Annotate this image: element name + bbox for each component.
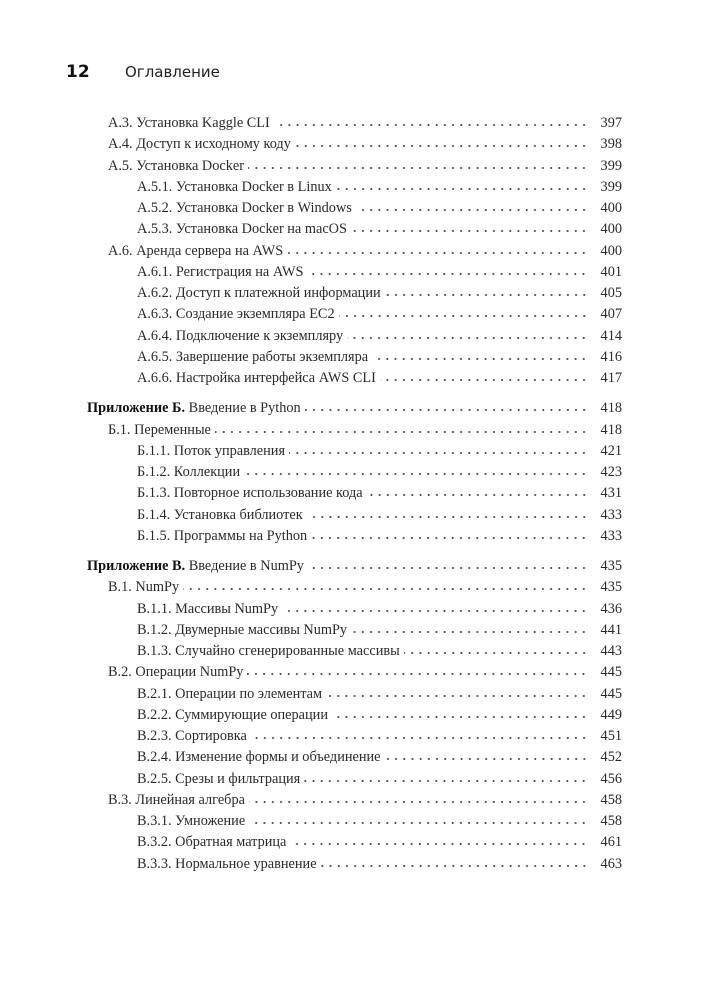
entry-title <box>137 262 307 283</box>
entry-title <box>137 505 307 526</box>
entry-page: 458 <box>600 813 622 829</box>
dot-leader <box>351 229 588 233</box>
dot-leader <box>289 451 588 455</box>
entry-title <box>137 641 404 662</box>
entry-title <box>137 177 336 198</box>
page-number: 12 <box>66 62 90 82</box>
entry-title <box>137 599 282 620</box>
entry-page: 452 <box>600 749 622 766</box>
entry-title <box>108 420 215 441</box>
dot-leader <box>249 800 588 804</box>
entry-label: А.5.3. Установка Docker на macOS <box>137 221 347 238</box>
dot-leader <box>244 472 588 476</box>
entry-page: 436 <box>600 600 622 617</box>
toc-group <box>0 113 708 389</box>
dot-leader <box>339 314 588 318</box>
toc-entry[interactable] <box>0 811 708 832</box>
entry-page: 400 <box>600 242 622 259</box>
dot-leader <box>287 251 588 255</box>
entry-label: В.3.2. Обратная матрица <box>137 834 287 851</box>
entry-page: 456 <box>600 770 622 787</box>
entry-label: А.6.2. Доступ к платежной информации <box>137 285 381 301</box>
entry-title <box>137 462 244 483</box>
entry-label: В.2.3. Сортировка <box>137 728 247 744</box>
toc-entry[interactable] <box>0 854 708 875</box>
entry-label: В.3.3. Нормальное уравнение <box>137 855 317 872</box>
table-of-contents <box>0 113 708 884</box>
entry-page: 441 <box>600 621 622 638</box>
entry-title <box>137 219 351 240</box>
dot-leader <box>372 357 588 361</box>
toc-entry[interactable] <box>0 769 708 790</box>
entry-title <box>137 198 356 219</box>
entry-page: 443 <box>600 643 622 659</box>
entry-page: 458 <box>600 791 622 808</box>
entry-label: В.1.1. Массивы NumPy <box>137 600 279 617</box>
entry-label: Введение в Python <box>188 400 301 417</box>
entry-page: 397 <box>600 115 622 131</box>
appendix-label: Приложение Б. <box>87 400 186 417</box>
entry-label: А.5.1. Установка Docker в Linux <box>137 178 332 195</box>
dot-leader <box>249 821 588 825</box>
entry-page: 461 <box>600 834 622 851</box>
running-title: Оглавление <box>125 63 220 81</box>
dot-leader <box>251 736 588 740</box>
entry-label: А.6.6. Настройка интерфейса AWS CLI <box>137 370 376 386</box>
toc-entry[interactable] <box>0 462 708 483</box>
entry-page: 398 <box>600 136 622 153</box>
entry-label: Б.1.2. Коллекции <box>137 464 241 480</box>
toc-entry[interactable] <box>0 790 708 811</box>
entry-label: Б.1.1. Поток управления <box>137 442 286 459</box>
entry-title <box>108 241 287 262</box>
dot-leader <box>215 430 588 434</box>
entry-label: А.3. Установка Kaggle CLI <box>108 115 270 131</box>
entry-label: В.1. NumPy <box>108 579 180 596</box>
entry-page: 449 <box>600 706 622 723</box>
dot-leader <box>347 336 588 340</box>
toc-entry[interactable] <box>0 641 708 662</box>
entry-label: В.2.5. Срезы и фильтрация <box>137 770 301 787</box>
entry-title <box>137 441 289 462</box>
entry-page: 416 <box>600 348 622 365</box>
entry-page: 405 <box>600 285 622 301</box>
entry-label: Б.1.3. Повторное использование кода <box>137 485 363 502</box>
toc-entry[interactable] <box>0 505 708 526</box>
entry-title <box>87 398 305 419</box>
dot-leader <box>183 587 588 591</box>
entry-page: 451 <box>600 728 622 744</box>
dot-leader <box>248 166 588 170</box>
entry-page: 407 <box>600 306 622 323</box>
entry-title <box>137 811 249 832</box>
entry-label: В.3. Линейная алгебра <box>108 791 245 808</box>
toc-entry[interactable] <box>0 347 708 368</box>
entry-title <box>108 156 248 177</box>
dot-leader <box>380 378 588 382</box>
entry-page: 435 <box>600 579 622 596</box>
toc-entry[interactable] <box>0 684 708 705</box>
entry-title <box>137 854 321 875</box>
entry-label: А.6.5. Завершение работы экземпляра <box>137 348 369 365</box>
toc-entry[interactable] <box>0 283 708 304</box>
entry-page: 399 <box>600 178 622 195</box>
entry-page: 414 <box>600 327 622 344</box>
dot-leader <box>321 864 588 868</box>
dot-leader <box>332 715 588 719</box>
toc-entry[interactable] <box>0 262 708 283</box>
entry-title <box>137 283 385 304</box>
entry-label: В.2.2. Суммирующие операции <box>137 706 328 723</box>
toc-entry[interactable] <box>0 556 708 577</box>
entry-label: В.3.1. Умножение <box>137 813 246 829</box>
toc-entry[interactable] <box>0 662 708 683</box>
entry-title <box>137 620 351 641</box>
entry-title <box>137 483 367 504</box>
entry-title <box>137 769 304 790</box>
entry-title <box>137 705 332 726</box>
toc-entry[interactable] <box>0 241 708 262</box>
entry-page: 417 <box>600 370 622 386</box>
dot-leader <box>308 566 588 570</box>
dot-leader <box>326 694 588 698</box>
dot-leader <box>274 123 588 127</box>
entry-label: А.6.1. Регистрация на AWS <box>137 263 304 280</box>
dot-leader <box>336 187 588 191</box>
running-header <box>66 62 220 82</box>
toc-entry[interactable] <box>0 134 708 155</box>
entry-label: А.6. Аренда сервера на AWS <box>108 242 284 259</box>
entry-title <box>87 556 308 577</box>
toc-entry[interactable] <box>0 599 708 620</box>
entry-title <box>137 726 251 747</box>
toc-entry[interactable] <box>0 368 708 389</box>
entry-label: А.6.3. Создание экземпляра EC2 <box>137 306 335 323</box>
dot-leader <box>385 293 588 297</box>
toc-entry[interactable] <box>0 198 708 219</box>
entry-title <box>137 526 311 547</box>
dot-leader <box>385 757 589 761</box>
entry-title <box>108 662 247 683</box>
entry-title <box>108 113 274 134</box>
entry-title <box>137 368 380 389</box>
toc-entry[interactable] <box>0 156 708 177</box>
entry-page: 418 <box>600 400 622 417</box>
entry-label: А.5.2. Установка Docker в Windows <box>137 200 352 216</box>
dot-leader <box>356 208 588 212</box>
entry-page: 399 <box>600 157 622 174</box>
entry-label: В.2. Операции NumPy <box>108 664 244 681</box>
entry-title <box>137 747 385 768</box>
entry-page: 433 <box>600 506 622 523</box>
entry-title <box>108 790 249 811</box>
toc-entry[interactable] <box>0 526 708 547</box>
dot-leader <box>295 144 588 148</box>
entry-title <box>137 304 339 325</box>
entry-label: В.1.3. Случайно сгенерированные массивы <box>137 643 400 659</box>
entry-label: Б.1.5. Программы на Python <box>137 527 308 544</box>
toc-entry[interactable] <box>0 219 708 240</box>
entry-page: 418 <box>600 421 622 438</box>
entry-title <box>108 577 183 598</box>
appendix-label: Приложение В. <box>87 558 186 574</box>
dot-leader <box>311 536 588 540</box>
toc-group <box>0 556 708 875</box>
entry-page: 463 <box>600 855 622 872</box>
entry-title <box>137 347 372 368</box>
dot-leader <box>307 272 588 276</box>
entry-page: 445 <box>600 685 622 702</box>
entry-label: В.2.1. Операции по элементам <box>137 685 323 702</box>
entry-label: Введение в NumPy <box>188 558 304 574</box>
toc-entry[interactable] <box>0 304 708 325</box>
entry-page: 435 <box>600 558 622 574</box>
dot-leader <box>282 609 588 613</box>
dot-leader <box>304 779 588 783</box>
toc-entry[interactable] <box>0 177 708 198</box>
entry-label: В.2.4. Изменение формы и объединение <box>137 749 381 766</box>
toc-entry[interactable] <box>0 620 708 641</box>
toc-entry[interactable] <box>0 577 708 598</box>
entry-label: В.1.2. Двумерные массивы NumPy <box>137 621 348 638</box>
dot-leader <box>351 630 588 634</box>
toc-entry[interactable] <box>0 726 708 747</box>
toc-entry[interactable] <box>0 326 708 347</box>
dot-leader <box>290 842 588 846</box>
entry-page: 400 <box>600 200 622 216</box>
entry-title <box>108 134 295 155</box>
entry-page: 421 <box>600 442 622 459</box>
entry-page: 400 <box>600 221 622 238</box>
toc-entry[interactable] <box>0 420 708 441</box>
entry-page: 431 <box>600 485 622 502</box>
entry-label: А.4. Доступ к исходному коду <box>108 136 291 153</box>
dot-leader <box>305 408 588 412</box>
entry-label: Б.1. Переменные <box>108 421 211 438</box>
entry-page: 423 <box>600 464 622 480</box>
entry-page: 401 <box>600 263 622 280</box>
dot-leader <box>404 651 588 655</box>
toc-entry[interactable] <box>0 441 708 462</box>
entry-label: А.6.4. Подключение к экземпляру <box>137 327 344 344</box>
entry-label: А.5. Установка Docker <box>108 157 244 174</box>
toc-entry[interactable] <box>0 113 708 134</box>
toc-entry[interactable] <box>0 705 708 726</box>
entry-title <box>137 326 347 347</box>
toc-entry[interactable] <box>0 832 708 853</box>
toc-entry[interactable] <box>0 483 708 504</box>
toc-entry[interactable] <box>0 398 708 419</box>
dot-leader <box>247 672 588 676</box>
entry-page: 433 <box>600 527 622 544</box>
entry-label: Б.1.4. Установка библиотек <box>137 506 303 523</box>
entry-title <box>137 684 326 705</box>
dot-leader <box>307 515 588 519</box>
toc-entry[interactable] <box>0 747 708 768</box>
entry-title <box>137 832 290 853</box>
entry-page: 445 <box>600 664 622 681</box>
dot-leader <box>367 493 588 497</box>
toc-group <box>0 398 708 547</box>
